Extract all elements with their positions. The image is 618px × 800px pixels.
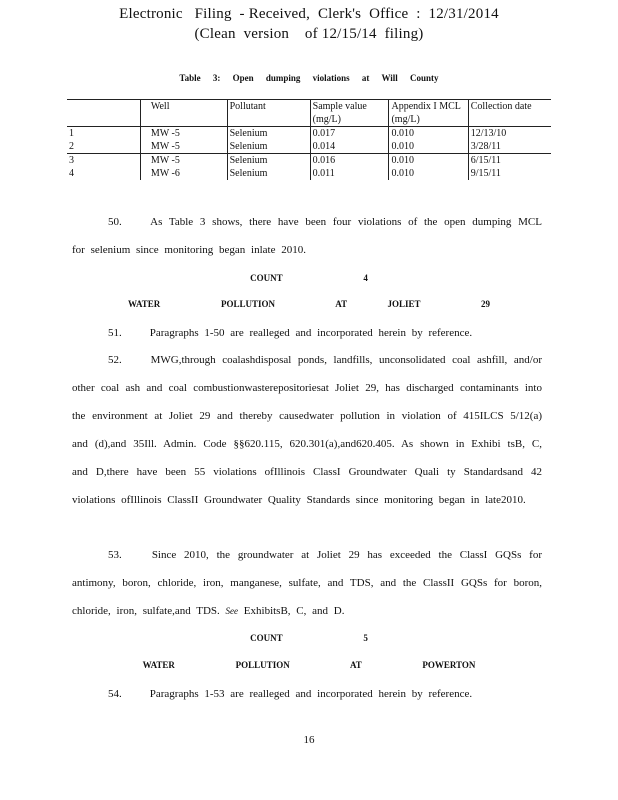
paragraph-text: As Table 3 shows, there have been four violations of the open dumping MCL for selenium since monitoring began inlate 2010. [72,216,542,256]
paragraph-50 [72,208,542,264]
cell-mcl: 0.010 [389,154,468,168]
cell-pollutant: Selenium [227,167,310,180]
table-row [67,127,551,141]
paragraph-53 [72,541,542,625]
paragraph-number: 51. [108,327,122,339]
cell-well: MW -5 [140,140,227,154]
table-row [67,154,551,168]
col-header-well: Well [140,100,227,127]
paragraph-text: Paragraphs 1-53 are realleged and incorporated herein by reference. [149,688,473,700]
cell-date: 3/28/11 [468,140,551,154]
cell-pollutant: Selenium [227,154,310,168]
cell-index: 1 [69,128,74,139]
paragraph-number: 53. [108,549,122,561]
filing-subheader: (Clean version of 12/15/14 filing) [194,26,424,42]
table-row [67,140,551,154]
paragraph-52 [72,346,542,514]
cell-mcl: 0.010 [389,167,468,180]
count-4-subtitle: WATER POLLUTION AT JOLIET 29 [127,299,491,309]
col-header-mcl: Appendix I MCL (mg/L) [389,100,468,127]
cell-well: MW -5 [140,154,227,168]
paragraph-text: Since 2010, the groundwater at Joliet 29 has exceeded the ClassI GQSs for antimony, boron, chloride, iron, manganese, sulfate, and TDS, and the ClassII GQSs for boron, chloride, iron, sulfate,and TDS. [72,549,543,617]
paragraph-number: 54. [108,688,122,700]
cell-sample-value: 0.017 [310,127,389,141]
paragraph-text: Paragraphs 1-50 are realleged and incorporated herein by reference. [149,327,473,339]
see-signal: See [225,606,239,616]
cell-date: 9/15/11 [468,167,551,180]
table-row [67,167,551,180]
col-header-index [67,100,140,127]
count-5-subtitle: WATER POLLUTION AT POWERTON [142,660,476,670]
cell-date: 12/13/10 [468,127,551,141]
cell-mcl: 0.010 [389,127,468,141]
cell-index: 4 [69,168,74,179]
cell-sample-value: 0.014 [310,140,389,154]
col-header-pollutant: Pollutant [227,100,310,127]
exhibit-reference: ExhibitsB, C, and D. [243,605,345,617]
paragraph-number: 52. [108,354,122,366]
count-4-title: COUNT 4 [250,273,368,283]
paragraph-text: MWG,through coalashdisposal ponds, landfills, unconsolidated coal ashfill, and/or other coal ash and coal combustionwasterepositoriesat Joliet 29, has discharged contaminants into the environment at Joliet 29 and thereby causedwater pollution in violation of 415ILCS 5/12(a) and (d),and 35Ill. Admin. Code §§620.115, 620.301(a),and620.405. As shown in Exhibi tsB, C, and D,there have been 55 violations ofIllinois ClassI Groundwater Quali ty Standardsand 42 violations ofIllinois ClassII Groundwater Quality Standards since monitoring began in late2010. [72,354,543,506]
cell-well: MW -5 [140,127,227,141]
violations-table [67,99,551,180]
paragraph-number: 50. [108,216,122,228]
cell-index: 3 [69,155,74,166]
cell-pollutant: Selenium [227,127,310,141]
cell-sample-value: 0.011 [310,167,389,180]
cell-date: 6/15/11 [468,154,551,168]
cell-well: MW -6 [140,167,227,180]
table-caption: Table 3: Open dumping violations at Will County [179,73,439,83]
paragraph-51 [72,319,542,347]
cell-pollutant: Selenium [227,140,310,154]
table-header-row [67,100,551,127]
col-header-sample-value: Sample value (mg/L) [310,100,389,127]
col-header-collection-date: Collection date [468,100,551,127]
paragraph-54 [72,680,542,708]
cell-index: 2 [69,141,74,152]
count-5-title: COUNT 5 [250,633,368,643]
cell-sample-value: 0.016 [310,154,389,168]
filing-header: Electronic Filing - Received, Clerk's Office : 12/31/2014 [119,6,499,22]
page-number: 16 [303,734,315,746]
cell-mcl: 0.010 [389,140,468,154]
